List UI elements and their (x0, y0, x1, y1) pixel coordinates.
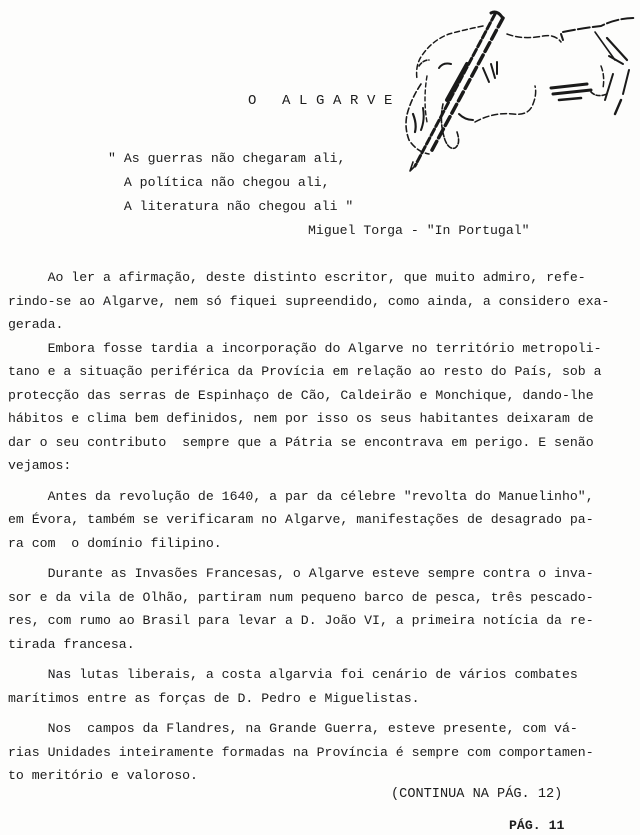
paragraph-gap (8, 710, 638, 717)
hand-writing-with-pen-icon (383, 4, 640, 174)
paragraph (8, 485, 638, 556)
text-line: marítimos entre as forças de D. Pedro e Miguelistas. (8, 690, 420, 706)
epigraph-line: A política não chegou ali, (108, 175, 330, 190)
text-line: gerada. (8, 317, 64, 332)
paragraph (8, 266, 638, 337)
paragraph (8, 717, 638, 788)
epigraph (108, 147, 530, 238)
paragraph (8, 562, 638, 656)
text-line: Nos campos da Flandres, na Grande Guerra, esteve presente, com vá- (8, 721, 578, 736)
text-line: Durante as Invasões Francesas, o Algarve esteve sempre contra o inva- (8, 566, 594, 581)
epigraph-line: A literatura não chegou ali " (108, 199, 354, 214)
text-line: tano e a situação periférica da Provícia em relação ao resto do País, sob a (8, 364, 602, 379)
continuation-note: (CONTINUA NA PÁG. 12) (391, 787, 563, 802)
text-line: Embora fosse tardia a incorporação do Algarve no território metropoli- (8, 340, 602, 356)
text-line: dar o seu contributo sempre que a Pátria se encontrava em perigo. E senão (8, 434, 594, 450)
text-line: tirada francesa. (8, 636, 135, 652)
text-line: Ao ler a afirmação, deste distinto escritor, que muito admiro, refe- (8, 270, 586, 285)
paragraph-gap (8, 478, 638, 485)
text-line: sor e da vila de Olhão, partiram num pequeno barco de pesca, três pescado- (8, 589, 594, 605)
paragraph (8, 337, 638, 478)
page-number: PÁG. 11 (509, 818, 565, 833)
text-line: ra com o domínio filipino. (8, 535, 222, 551)
paragraph (8, 663, 638, 710)
text-line: rias Unidades inteiramente formadas na Província é sempre com comportamen- (8, 744, 594, 760)
paragraph-gap (8, 656, 638, 663)
text-line: to meritório e valoroso. (8, 768, 198, 783)
text-line: em Évora, também se verificaram no Algarve, manifestações de desagrado pa- (8, 512, 594, 527)
text-line: rindo-se ao Algarve, nem só fiquei supreendido, como ainda, a considero exa- (8, 293, 610, 309)
text-line: vejamos: (8, 458, 72, 473)
document-title: O ALGARVE (248, 93, 402, 109)
text-line: Nas lutas liberais, a costa algarvia foi cenário de vários combates (8, 667, 578, 682)
epigraph-attribution: Miguel Torga - "In Portugal" (308, 223, 530, 238)
text-line: res, com rumo ao Brasil para levar a D. João VI, a primeira notícia da re- (8, 613, 594, 628)
epigraph-line: " As guerras não chegaram ali, (108, 151, 346, 166)
text-line: protecção das serras de Espinhaço de Cão, Caldeirão e Monchique, dando-lhe (8, 387, 594, 403)
text-line: Antes da revolução de 1640, a par da célebre "revolta do Manuelinho", (8, 488, 594, 504)
paragraph-gap (8, 555, 638, 562)
body-text (8, 266, 638, 788)
text-line: hábitos e clima bem definidos, nem por isso os seus habitantes deixaram de (8, 411, 594, 426)
